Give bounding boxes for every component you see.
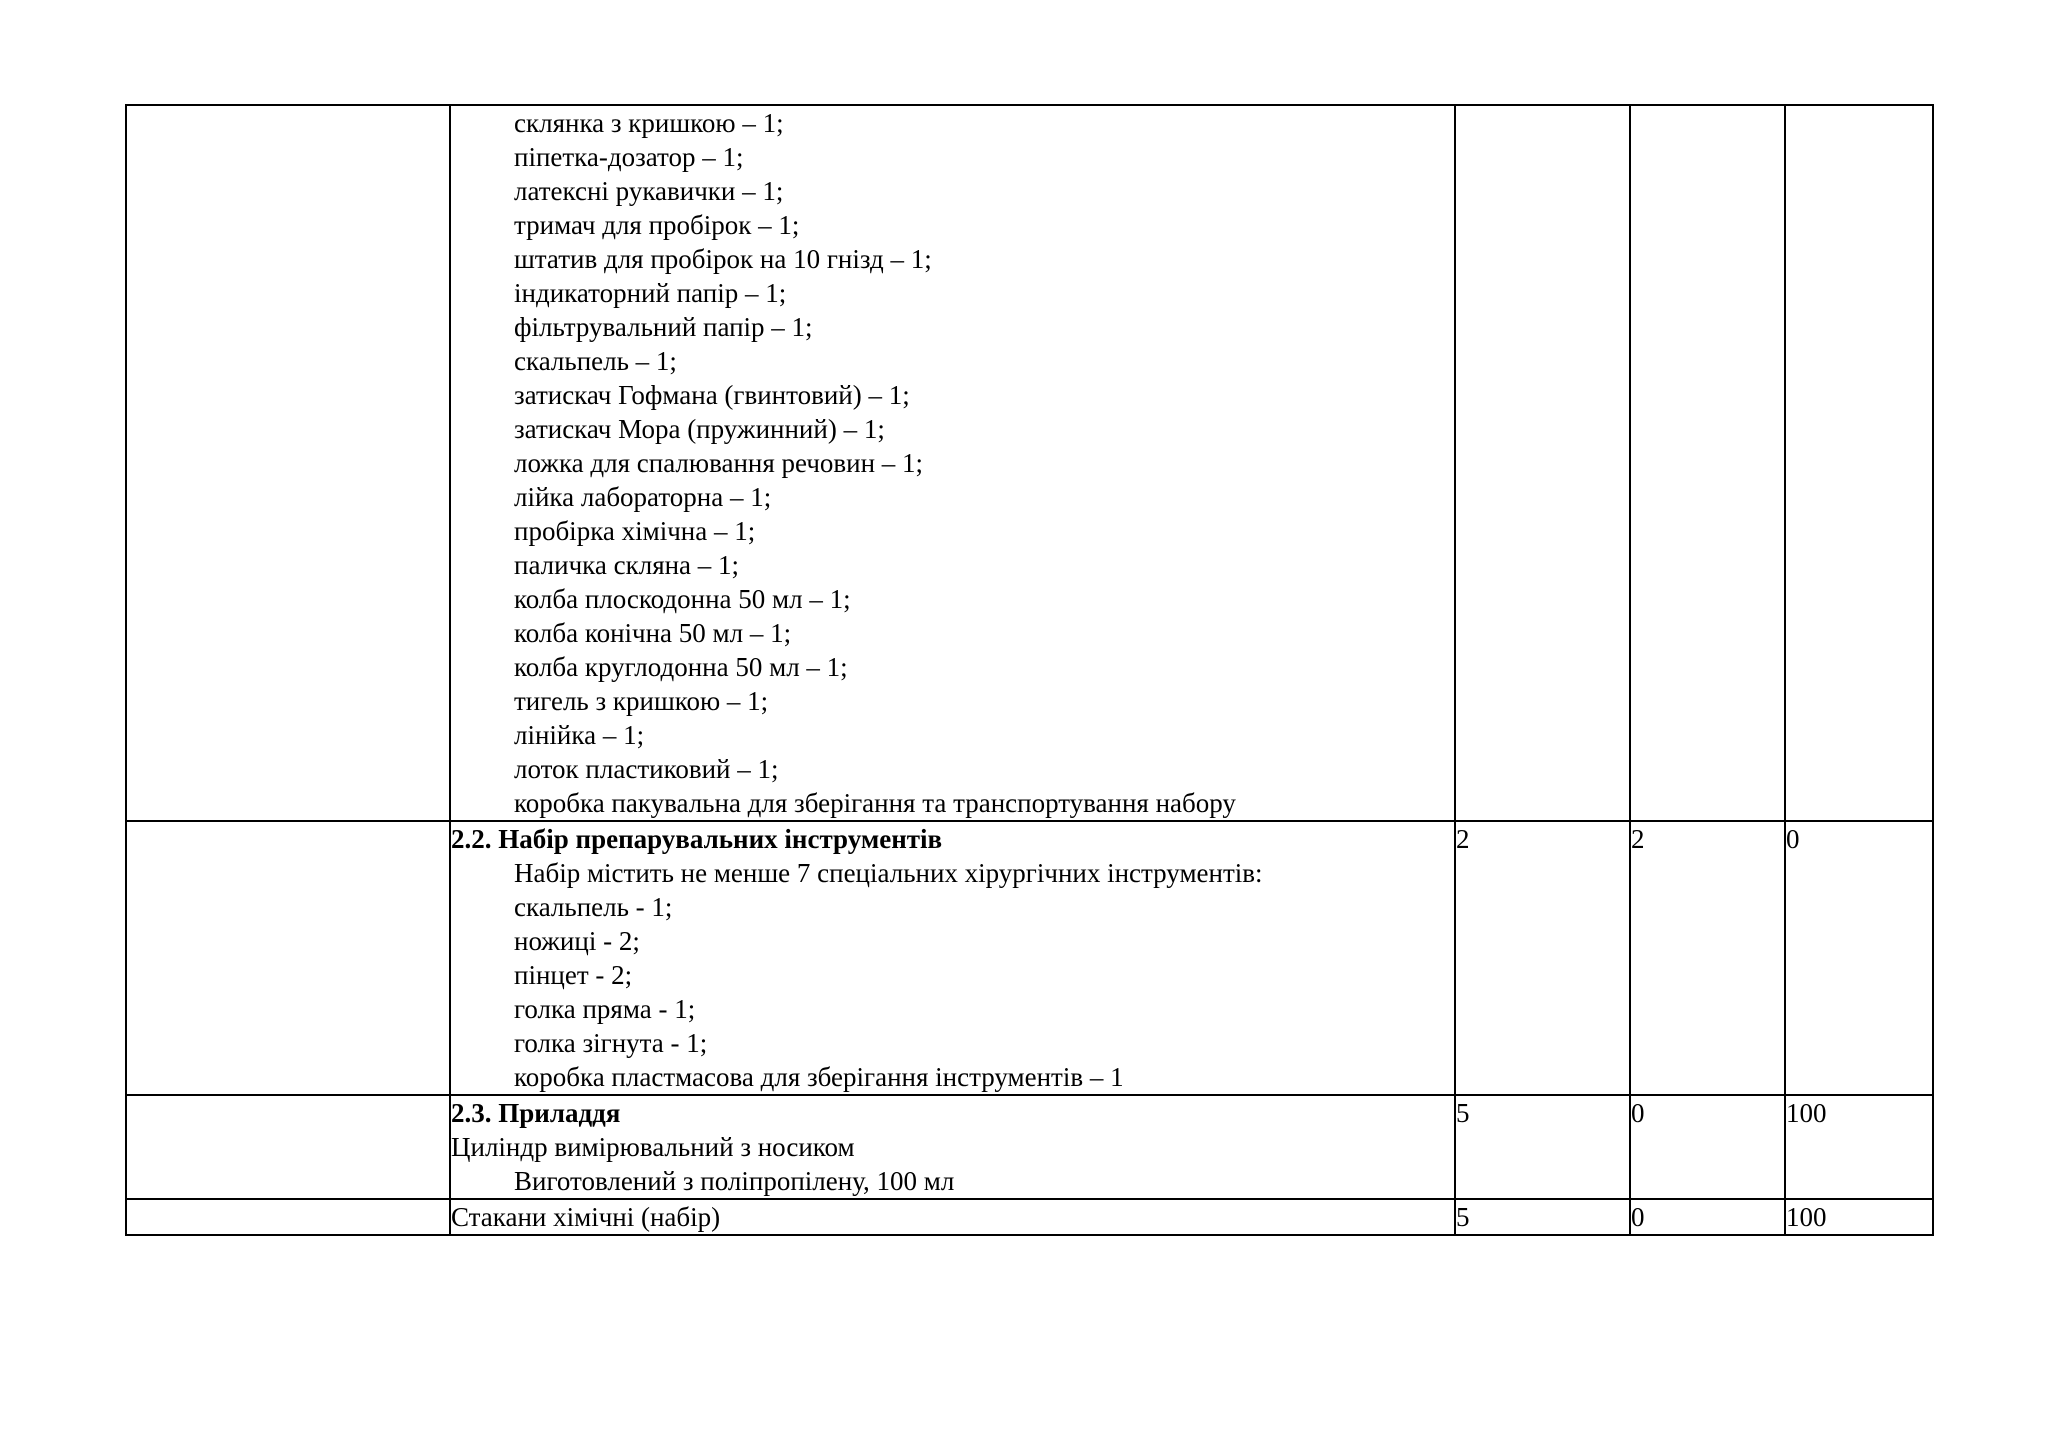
list-item: ножиці - 2; <box>514 926 640 956</box>
table-row <box>126 821 1933 1095</box>
list-item: тигель з кришкою – 1; <box>514 686 769 716</box>
list-item: коробка пластмасова для зберігання інструментів – 1 <box>514 1062 1124 1092</box>
list-item: індикаторний папір – 1; <box>514 278 787 308</box>
list-item: колба круглодонна 50 мл – 1; <box>514 652 848 682</box>
empty-cell <box>126 821 450 1095</box>
value-cell: 5 <box>1455 1095 1630 1199</box>
value-cell: 2 <box>1455 821 1630 1095</box>
list-item: голка зігнута - 1; <box>514 1028 708 1058</box>
description-cell <box>450 821 1455 1095</box>
list-item: колба конічна 50 мл – 1; <box>514 618 792 648</box>
table-row <box>126 1095 1933 1199</box>
value-cell: 2 <box>1630 821 1785 1095</box>
list-item: коробка пакувальна для зберігання та транспортування набору <box>514 788 1236 818</box>
list-item: колба плоскодонна 50 мл – 1; <box>514 584 851 614</box>
section-intro: Набір містить не менше 7 спеціальних хірургічних інструментів: <box>514 858 1263 888</box>
list-item: затискач Гофмана (гвинтовий) – 1; <box>514 380 910 410</box>
empty-cell <box>126 105 450 821</box>
value-cell: 0 <box>1785 821 1933 1095</box>
description-cell <box>450 105 1455 821</box>
value-cell: 0 <box>1630 1095 1785 1199</box>
value-cell: 0 <box>1630 1199 1785 1235</box>
value-cell: 5 <box>1455 1199 1630 1235</box>
equipment-table <box>125 104 1934 1236</box>
list-item: піпетка-дозатор – 1; <box>514 142 744 172</box>
list-item: штатив для пробірок на 10 гнізд – 1; <box>514 244 932 274</box>
description-cell <box>450 1095 1455 1199</box>
list-item: латексні рукавички – 1; <box>514 176 784 206</box>
description-cell <box>450 1199 1455 1235</box>
value-cell: 100 <box>1785 1095 1933 1199</box>
list-item: лійка лабораторна – 1; <box>514 482 772 512</box>
list-item: пробірка хімічна – 1; <box>514 516 756 546</box>
table-row <box>126 1199 1933 1235</box>
value-cell: 100 <box>1785 1199 1933 1235</box>
empty-cell <box>1630 105 1785 821</box>
list-item: лоток пластиковий – 1; <box>514 754 779 784</box>
list-item: склянка з кришкою – 1; <box>514 108 784 138</box>
list-item: голка пряма - 1; <box>514 994 696 1024</box>
list-item: пінцет - 2; <box>514 960 633 990</box>
item-detail: Виготовлений з поліпропілену, 100 мл <box>514 1166 955 1196</box>
list-item: ложка для спалювання речовин – 1; <box>514 448 924 478</box>
empty-cell <box>126 1095 450 1199</box>
list-item: затискач Мора (пружинний) – 1; <box>514 414 885 444</box>
table-row <box>126 105 1933 821</box>
empty-cell <box>1455 105 1630 821</box>
item-name: Стакани хімічні (набір) <box>451 1202 721 1232</box>
list-item: лінійка – 1; <box>514 720 645 750</box>
item-name: Циліндр вимірювальний з носиком <box>451 1132 855 1162</box>
list-item: фільтрувальний папір – 1; <box>514 312 813 342</box>
section-title: 2.3. Приладдя <box>451 1098 621 1128</box>
list-item: тримач для пробірок – 1; <box>514 210 800 240</box>
list-item: скальпель - 1; <box>514 892 673 922</box>
empty-cell <box>126 1199 450 1235</box>
list-item: паличка скляна – 1; <box>514 550 740 580</box>
empty-cell <box>1785 105 1933 821</box>
section-title: 2.2. Набір препарувальних інструментів <box>451 824 943 854</box>
list-item: скальпель – 1; <box>514 346 677 376</box>
